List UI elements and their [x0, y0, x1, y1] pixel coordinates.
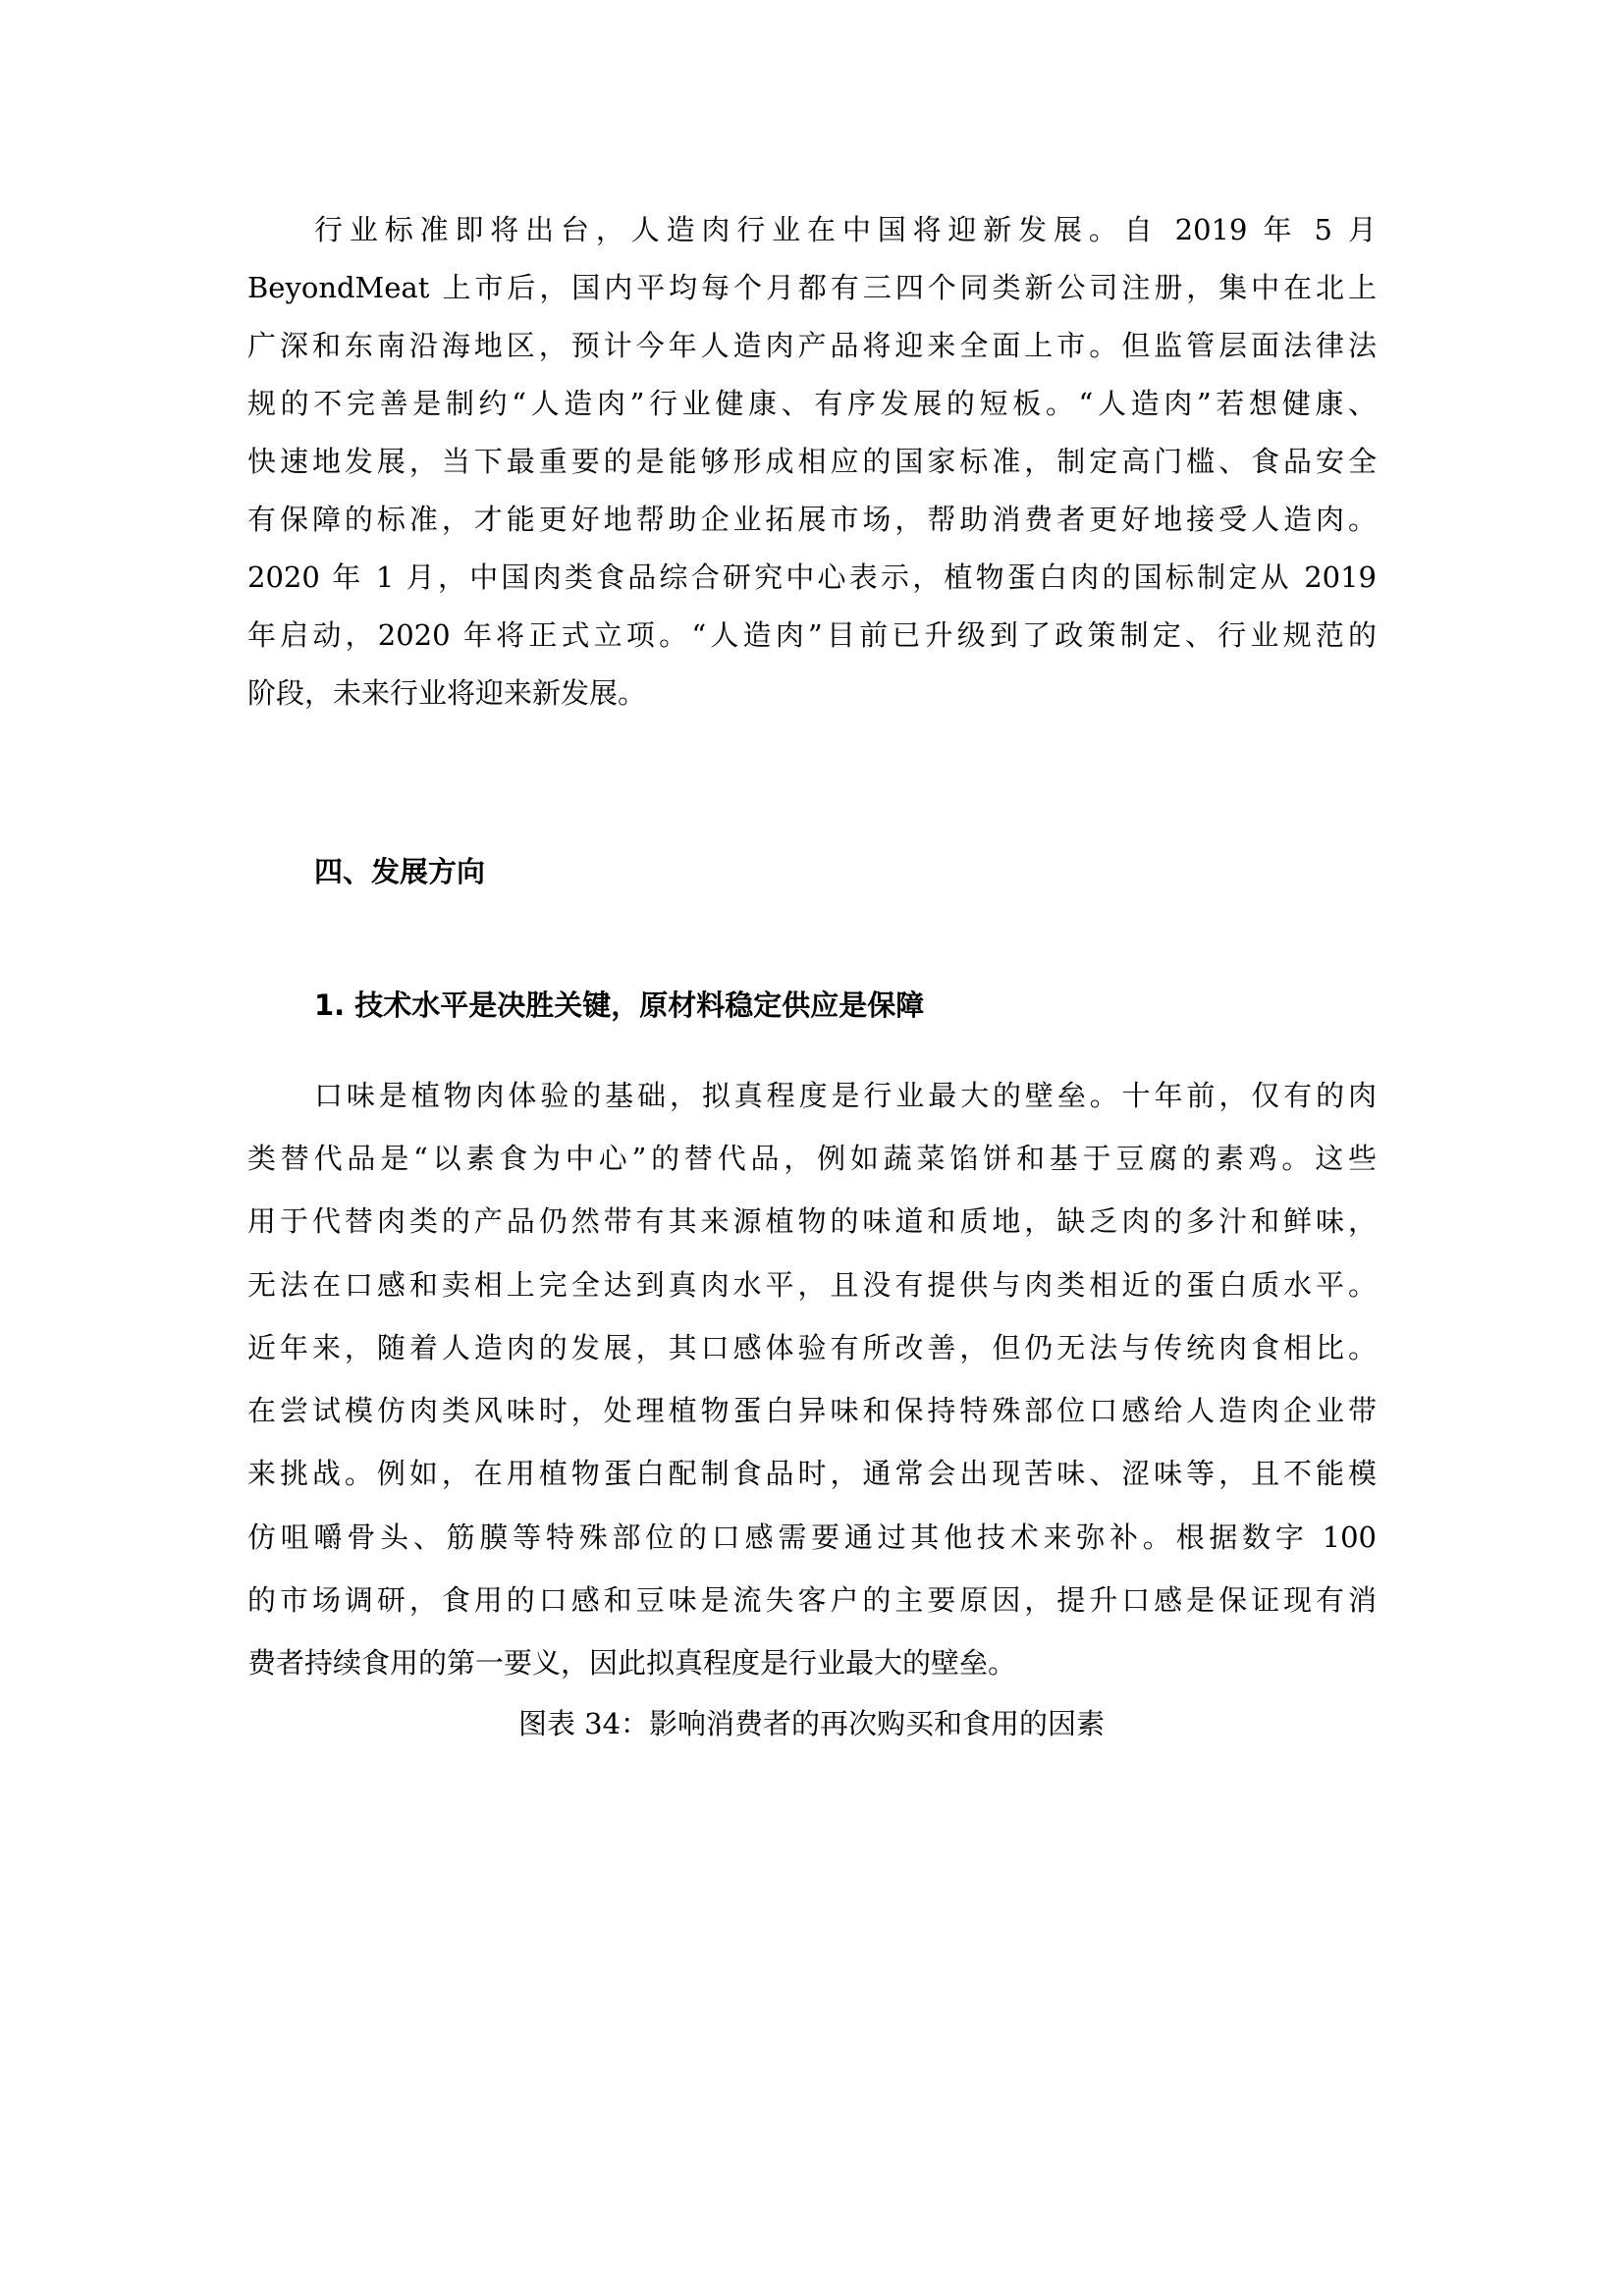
paragraph-line: 快速地发展，当下最重要的是能够形成相应的国家标准，制定高门槛、食品安全: [247, 445, 1377, 478]
paragraph-line: 在尝试模仿肉类风味时，处理植物蛋白异味和保持特殊部位口感给人造肉企业带: [247, 1394, 1377, 1427]
paragraph-line: 的市场调研，食用的口感和豆味是流失客户的主要原因，提升口感是保证现有消: [247, 1583, 1377, 1617]
paragraph-line: 规的不完善是制约“人造肉”行业健康、有序发展的短板。“人造肉”若想健康、: [247, 387, 1377, 420]
paragraph-line: 用于代替肉类的产品仍然带有其来源植物的味道和质地，缺乏肉的多汁和鲜味，: [247, 1204, 1377, 1238]
figure-caption: 图表 34：影响消费者的再次购买和食用的因素: [517, 1707, 1106, 1740]
paragraph-line: 类替代品是“以素食为中心”的替代品，例如蔬菜馅饼和基于豆腐的素鸡。这些: [247, 1142, 1377, 1175]
section-heading: 四、发展方向: [314, 855, 486, 888]
paragraph-line: 广深和东南沿海地区，预计今年人造肉产品将迎来全面上市。但监管层面法律法: [247, 329, 1377, 362]
paragraph-line: 2020 年 1 月，中国肉类食品综合研究中心表示，植物蛋白肉的国标制定从 2019: [247, 561, 1377, 594]
subsection-heading: 1. 技术水平是决胜关键，原材料稳定供应是保障: [314, 988, 925, 1022]
paragraph-line: 阶段，未来行业将迎来新发展。: [247, 676, 647, 710]
paragraph-line: 仿咀嚼骨头、筋膜等特殊部位的口感需要通过其他技术来弥补。根据数字 100: [247, 1521, 1377, 1554]
paragraph-line: 年启动，2020 年将正式立项。“人造肉”目前已升级到了政策制定、行业规范的: [247, 618, 1377, 652]
paragraph-line: 无法在口感和卖相上完全达到真肉水平，且没有提供与肉类相近的蛋白质水平。: [247, 1268, 1377, 1302]
paragraph-line: 费者持续食用的第一要义，因此拟真程度是行业最大的壁垒。: [247, 1646, 1017, 1680]
paragraph-line: 有保障的标准，才能更好地帮助企业拓展市场，帮助消费者更好地接受人造肉。: [247, 503, 1377, 536]
paragraph-line: 来挑战。例如，在用植物蛋白配制食品时，通常会出现苦味、涩味等，且不能模: [247, 1457, 1377, 1490]
paragraph-line: BeyondMeat 上市后，国内平均每个月都有三四个同类新公司注册，集中在北上: [247, 271, 1377, 304]
paragraph-line: 近年来，随着人造肉的发展，其口感体验有所改善，但仍无法与传统肉食相比。: [247, 1331, 1377, 1364]
paragraph-line: 行业标准即将出台，人造肉行业在中国将迎新发展。自 2019 年 5 月: [314, 213, 1377, 246]
paragraph-line: 口味是植物肉体验的基础，拟真程度是行业最大的壁垒。十年前，仅有的肉: [314, 1079, 1377, 1112]
